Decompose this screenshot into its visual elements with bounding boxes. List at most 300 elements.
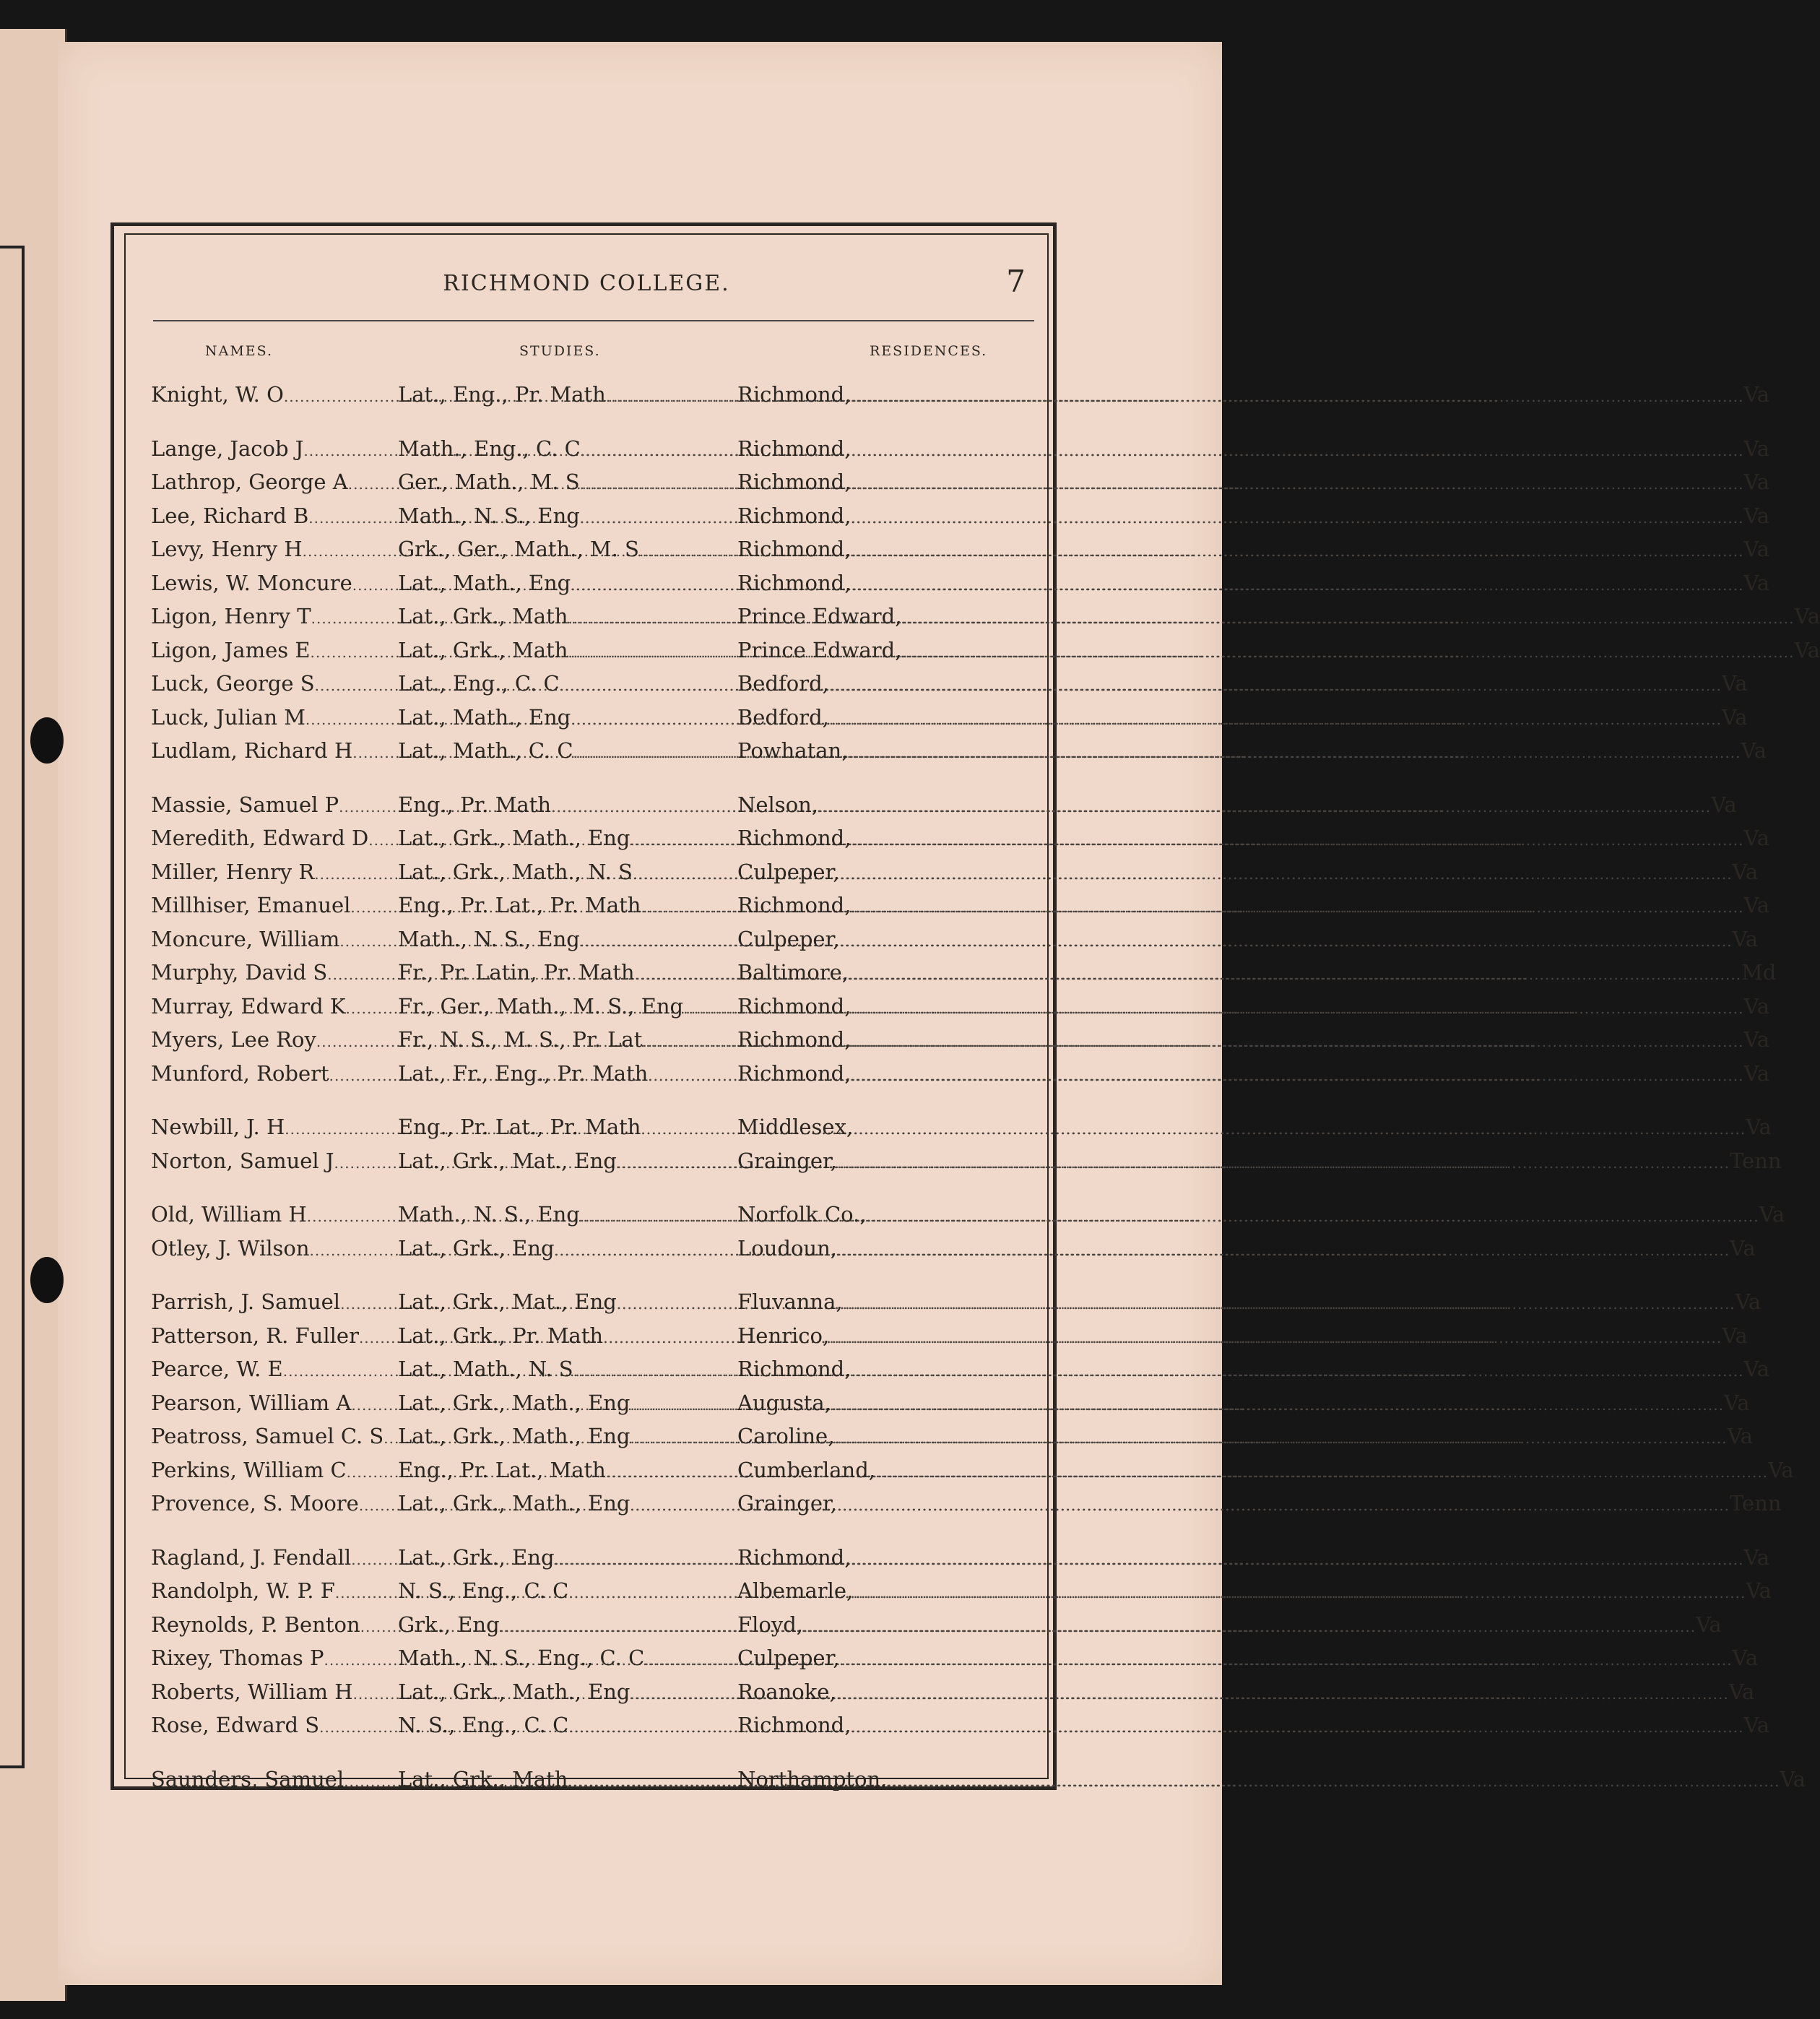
studies-cell: [398, 568, 737, 602]
student-state: Tenn: [1729, 1148, 1782, 1173]
student-studies: Lat., Math., N. S: [398, 1357, 573, 1381]
leader-dots: [580, 469, 737, 501]
residence-cell: [737, 501, 1769, 535]
name-cell: [151, 702, 398, 736]
student-entry: [151, 1320, 1748, 1354]
name-cell: [151, 1609, 398, 1643]
name-cell: [151, 1354, 398, 1388]
leader-dots: [818, 792, 1711, 823]
student-residence: Albemarle,: [737, 1578, 854, 1603]
student-entry: [151, 668, 1748, 702]
student-entry: [151, 991, 1770, 1025]
page-number: 7: [1006, 264, 1026, 299]
letter-group: [151, 790, 1777, 1092]
name-cell: [151, 379, 398, 413]
leader-dots: [335, 1578, 398, 1609]
student-entry: [151, 1542, 1770, 1576]
leader-dots: [346, 993, 398, 1025]
leader-dots: [344, 1766, 398, 1798]
studies-cell: [398, 1287, 737, 1320]
student-state: Va: [1743, 382, 1770, 407]
student-residence: Richmond,: [737, 1713, 852, 1737]
residence-cell: [737, 379, 1769, 413]
leader-dots: [347, 1457, 398, 1489]
student-residence: Norfolk Co.,: [737, 1202, 867, 1227]
student-entry: [151, 1112, 1772, 1146]
name-cell: [151, 1112, 398, 1146]
leader-dots: [359, 1490, 398, 1522]
letter-group: [151, 1287, 1794, 1522]
student-entry: [151, 1710, 1770, 1744]
leader-dots: [303, 436, 398, 467]
student-entry: [151, 890, 1770, 924]
residence-cell: [737, 534, 1769, 568]
leader-dots: [580, 926, 737, 958]
leader-dots: [803, 1612, 1696, 1643]
student-state: Va: [1746, 1578, 1772, 1603]
name-cell: [151, 433, 398, 467]
student-state: Va: [1794, 604, 1820, 628]
studies-cell: [398, 1609, 737, 1643]
student-state: Va: [1780, 1766, 1806, 1791]
student-studies: Lat., Grk., Math., Eng: [398, 1424, 630, 1448]
leader-dots: [851, 469, 1743, 501]
student-residence: Culpeper,: [737, 926, 840, 951]
leader-dots: [639, 536, 737, 568]
student-name: Pearce, W. E: [151, 1357, 283, 1381]
student-state: Va: [1743, 993, 1770, 1019]
studies-cell: [398, 790, 737, 823]
student-residence: Middlesex,: [737, 1115, 854, 1139]
leader-dots: [851, 381, 1743, 413]
student-state: Va: [1741, 738, 1767, 763]
leader-dots: [568, 1578, 737, 1609]
studies-cell: [398, 1455, 737, 1489]
leader-dots: [630, 1679, 738, 1711]
residence-cell: [737, 1575, 1772, 1609]
student-name: Ligon, Henry T: [151, 604, 311, 628]
residence-cell: [737, 601, 1820, 635]
leader-dots: [555, 1544, 737, 1576]
studies-cell: [398, 1320, 737, 1354]
student-entry: [151, 1643, 1759, 1677]
studies-cell: [398, 433, 737, 467]
student-studies: Eng., Pr. Lat., Pr. Math: [398, 893, 641, 917]
leader-dots: [849, 959, 1741, 991]
binding-hole-bottom: [30, 1257, 64, 1303]
student-state: Va: [1723, 1390, 1750, 1415]
student-name: Roberts, William H: [151, 1679, 353, 1704]
leader-dots: [851, 1544, 1743, 1576]
student-state: Va: [1735, 1289, 1762, 1314]
student-state: Va: [1794, 637, 1820, 662]
student-name: Parrish, J. Samuel: [151, 1289, 341, 1314]
student-name: Randolph, W. P. F: [151, 1578, 335, 1603]
student-residence: Prince Edward,: [737, 604, 902, 628]
student-name: Moncure, William: [151, 926, 340, 951]
name-cell: [151, 1764, 398, 1798]
name-cell: [151, 1320, 398, 1354]
residence-cell: [737, 702, 1748, 736]
student-residence: Bedford,: [737, 671, 829, 696]
leader-dots: [641, 1114, 738, 1146]
student-name: Luck, Julian M: [151, 704, 306, 730]
student-state: Va: [1743, 1544, 1770, 1570]
student-studies: N. S., Eng., C. C: [398, 1713, 569, 1737]
leader-dots: [359, 1323, 398, 1354]
student-residence: Cumberland,: [737, 1457, 875, 1482]
leader-dots: [384, 1423, 398, 1455]
studies-cell: [398, 601, 737, 635]
student-name: Ligon, James E: [151, 637, 311, 662]
student-residence: Caroline,: [737, 1424, 835, 1448]
leader-dots: [334, 1148, 398, 1180]
student-entry: [151, 467, 1770, 501]
student-residence: Richmond,: [737, 826, 852, 850]
studies-cell: [398, 1710, 737, 1744]
student-studies: Lat., Grk., Math., N. S: [398, 859, 633, 884]
student-state: Va: [1743, 1027, 1770, 1052]
student-entry: [151, 1024, 1770, 1058]
leader-dots: [306, 704, 398, 736]
student-state: Va: [1732, 1646, 1759, 1670]
residence-cell: [737, 1677, 1754, 1711]
student-studies: Eng., Pr. Math: [398, 792, 552, 817]
student-entry: [151, 1199, 1785, 1233]
student-residence: Richmond,: [737, 1544, 852, 1570]
page-title: RICHMOND COLLEGE.: [443, 271, 730, 296]
residence-cell: [737, 1058, 1769, 1092]
student-residence: Richmond,: [737, 382, 852, 407]
student-state: Va: [1696, 1612, 1722, 1637]
student-residence: Richmond,: [737, 1027, 852, 1052]
leader-dots: [603, 1323, 737, 1354]
studies-cell: [398, 1058, 737, 1092]
leader-dots: [571, 570, 737, 602]
student-studies: Lat., Math., Eng: [398, 704, 571, 730]
student-residence: Nelson,: [737, 792, 819, 817]
leader-dots: [851, 993, 1743, 1025]
leader-dots: [829, 1323, 1722, 1354]
name-cell: [151, 568, 398, 602]
leader-dots: [630, 825, 738, 857]
student-name: Newbill, J. H: [151, 1115, 285, 1139]
leader-dots: [339, 926, 398, 958]
student-state: Va: [1743, 503, 1770, 528]
name-cell: [151, 1388, 398, 1422]
studies-cell: [398, 1112, 737, 1146]
student-studies: Lat., Grk., Eng: [398, 1235, 555, 1261]
student-name: Rose, Edward S: [151, 1713, 320, 1737]
residence-cell: [737, 1320, 1748, 1354]
student-name: Provence, S. Moore: [151, 1491, 359, 1516]
residence-cell: [737, 1287, 1761, 1320]
student-residence: Baltimore,: [737, 960, 849, 985]
student-name: Miller, Henry R: [151, 859, 315, 884]
student-state: Va: [1730, 1235, 1756, 1261]
student-name: Munford, Robert: [151, 1060, 329, 1086]
student-entry: [151, 568, 1770, 602]
leader-dots: [285, 1114, 398, 1146]
name-cell: [151, 857, 398, 891]
residence-cell: [737, 568, 1769, 602]
studies-cell: [398, 467, 737, 501]
leader-dots: [829, 704, 1722, 736]
residence-cell: [737, 924, 1758, 958]
student-studies: Lat., Math., Eng: [398, 570, 571, 595]
leader-dots: [851, 1712, 1743, 1744]
leader-dots: [350, 892, 398, 924]
name-cell: [151, 735, 398, 769]
student-studies: Lat., Grk., Math: [398, 637, 568, 662]
leader-dots: [851, 536, 1743, 568]
name-cell: [151, 890, 398, 924]
student-name: Lee, Richard B: [151, 503, 309, 528]
studies-cell: [398, 924, 737, 958]
student-studies: Lat., Fr., Eng., Pr. Math: [398, 1060, 649, 1086]
name-cell: [151, 1643, 398, 1677]
student-entry: [151, 924, 1759, 958]
student-entry: [151, 1388, 1750, 1422]
leader-dots: [843, 1289, 1736, 1320]
leader-dots: [848, 738, 1741, 769]
studies-cell: [398, 1146, 737, 1180]
student-residence: Northampton,: [737, 1766, 888, 1791]
leader-dots: [324, 1645, 398, 1677]
leader-dots: [606, 381, 737, 413]
residence-cell: [737, 735, 1767, 769]
student-studies: Lat., Grk., Math., Eng: [398, 826, 630, 850]
student-entry: [151, 1421, 1754, 1455]
leader-dots: [836, 1679, 1729, 1711]
leader-dots: [648, 1060, 737, 1092]
leader-dots: [837, 1235, 1730, 1267]
student-studies: Math., N. S., Eng., C. C: [398, 1646, 645, 1670]
student-state: Va: [1743, 1060, 1770, 1086]
student-studies: Fr., Pr. Latin, Pr. Math: [398, 960, 635, 985]
leader-dots: [353, 1679, 398, 1711]
student-entry: [151, 735, 1767, 769]
student-name: Lathrop, George A: [151, 470, 348, 494]
residence-cell: [737, 1233, 1756, 1267]
student-state: Va: [1721, 671, 1748, 696]
leader-dots: [319, 1712, 398, 1744]
leader-dots: [851, 503, 1743, 535]
name-cell: [151, 991, 398, 1025]
residence-cell: [737, 1764, 1806, 1798]
name-cell: [151, 668, 398, 702]
leader-dots: [314, 859, 398, 891]
leader-dots: [867, 1201, 1759, 1233]
residence-cell: [737, 1643, 1758, 1677]
studies-cell: [398, 1764, 737, 1798]
name-cell: [151, 1455, 398, 1489]
studies-cell: [398, 702, 737, 736]
leader-dots: [568, 603, 737, 635]
leader-dots: [351, 1390, 398, 1422]
student-name: Luck, George S: [151, 671, 315, 696]
studies-cell: [398, 991, 737, 1025]
student-state: Tenn: [1729, 1491, 1782, 1516]
column-header-studies: STUDIES.: [519, 343, 601, 359]
leader-dots: [630, 1490, 738, 1522]
residence-cell: [737, 1421, 1753, 1455]
name-cell: [151, 1146, 398, 1180]
student-name: Lange, Jacob J: [151, 436, 304, 461]
student-entry: [151, 1677, 1755, 1711]
residence-cell: [737, 1710, 1769, 1744]
residence-cell: [737, 957, 1776, 991]
student-state: Va: [1743, 893, 1770, 917]
student-studies: N. S., Eng., C. C: [398, 1578, 569, 1603]
student-name: Patterson, R. Fuller: [151, 1323, 359, 1348]
leader-dots: [851, 570, 1743, 602]
leader-dots: [284, 381, 398, 413]
leader-dots: [887, 1766, 1780, 1798]
student-name: Norton, Samuel J: [151, 1148, 334, 1173]
student-state: Md: [1741, 960, 1777, 985]
residence-cell: [737, 1146, 1782, 1180]
student-state: Va: [1743, 1357, 1770, 1381]
student-state: Va: [1768, 1457, 1794, 1482]
leader-dots: [875, 1457, 1768, 1489]
leader-dots: [500, 1612, 737, 1643]
name-cell: [151, 823, 398, 857]
leader-dots: [340, 1289, 398, 1320]
student-residence: Fluvanna,: [737, 1289, 843, 1314]
leader-dots: [571, 704, 737, 736]
leader-dots: [853, 1114, 1746, 1146]
letter-group: [151, 1112, 1782, 1179]
student-residence: Henrico,: [737, 1323, 830, 1348]
student-name: Otley, J. Wilson: [151, 1235, 310, 1261]
leader-dots: [348, 469, 398, 501]
leader-dots: [555, 1235, 737, 1267]
leader-dots: [642, 1026, 737, 1058]
student-studies: Eng., Pr. Lat., Pr. Math: [398, 1115, 641, 1139]
student-residence: Augusta,: [737, 1390, 831, 1415]
studies-cell: [398, 379, 737, 413]
student-entry: [151, 1488, 1782, 1522]
student-state: Va: [1732, 859, 1759, 884]
student-name: Peatross, Samuel C. S: [151, 1424, 384, 1448]
studies-cell: [398, 1233, 737, 1267]
student-entry: [151, 501, 1770, 535]
student-name: Myers, Lee Roy: [151, 1027, 316, 1052]
name-cell: [151, 1287, 398, 1320]
student-state: Va: [1743, 570, 1770, 595]
student-entry: [151, 1233, 1756, 1267]
leader-dots: [853, 1578, 1746, 1609]
student-studies: Lat., Grk., Math., Eng: [398, 1491, 630, 1516]
student-residence: Richmond,: [737, 1357, 852, 1381]
studies-cell: [398, 1677, 737, 1711]
letter-group: [151, 1199, 1785, 1266]
name-cell: [151, 1199, 398, 1233]
student-name: Reynolds, P. Benton: [151, 1612, 360, 1637]
student-studies: Lat., Grk., Math., Eng: [398, 1679, 630, 1704]
student-residence: Richmond,: [737, 993, 852, 1019]
leader-dots: [635, 959, 737, 991]
studies-cell: [398, 1388, 737, 1422]
binding-hole-top: [30, 717, 64, 764]
studies-cell: [398, 1575, 737, 1609]
leader-dots: [633, 859, 737, 891]
student-name: Perkins, William C: [151, 1457, 347, 1482]
page-header: [126, 259, 1047, 310]
student-name: Millhiser, Emanuel: [151, 893, 351, 917]
student-residence: Richmond,: [737, 470, 852, 494]
residence-cell: [737, 890, 1769, 924]
leader-dots: [851, 1026, 1743, 1058]
leader-dots: [352, 570, 398, 602]
student-state: Va: [1721, 704, 1748, 730]
student-state: Va: [1743, 436, 1770, 461]
student-name: Ludlam, Richard H: [151, 738, 353, 763]
student-studies: Lat., Math., C. C: [398, 738, 573, 763]
leader-dots: [339, 792, 398, 823]
leader-dots: [617, 1148, 737, 1180]
leader-dots: [311, 603, 398, 635]
leader-dots: [831, 1390, 1724, 1422]
student-residence: Richmond,: [737, 570, 852, 595]
studies-cell: [398, 957, 737, 991]
leader-dots: [315, 670, 398, 702]
student-studies: Grk., Ger., Math., M. S: [398, 537, 639, 561]
name-cell: [151, 1058, 398, 1092]
student-state: Va: [1727, 1424, 1754, 1448]
student-studies: Math., N. S., Eng: [398, 503, 580, 528]
residence-cell: [737, 991, 1769, 1025]
leader-dots: [840, 1645, 1733, 1677]
student-residence: Grainger,: [737, 1148, 837, 1173]
studies-cell: [398, 635, 737, 669]
residence-cell: [737, 1199, 1785, 1233]
leader-dots: [901, 637, 1794, 669]
student-residence: Roanoke,: [737, 1679, 836, 1704]
name-cell: [151, 1488, 398, 1522]
student-list: [151, 379, 1820, 1817]
student-studies: Fr., Ger., Math., M. S., Eng: [398, 993, 684, 1019]
leader-dots: [617, 1289, 737, 1320]
student-entry: [151, 1354, 1770, 1388]
student-entry: [151, 1287, 1762, 1320]
studies-cell: [398, 735, 737, 769]
student-studies: Lat., Grk., Math: [398, 1766, 568, 1791]
letter-group: [151, 379, 1770, 413]
name-cell: [151, 924, 398, 958]
leader-dots: [327, 959, 398, 991]
studies-cell: [398, 1024, 737, 1058]
student-entry: [151, 379, 1770, 413]
leader-dots: [307, 1201, 398, 1233]
leader-dots: [283, 1356, 398, 1388]
leader-dots: [901, 603, 1794, 635]
column-header-names: NAMES.: [205, 343, 274, 359]
leader-dots: [308, 503, 398, 535]
leader-dots: [630, 1423, 738, 1455]
leader-dots: [851, 436, 1743, 467]
residence-cell: [737, 857, 1758, 891]
name-cell: [151, 790, 398, 823]
student-residence: Grainger,: [737, 1491, 837, 1516]
leader-dots: [851, 892, 1743, 924]
studies-cell: [398, 1421, 737, 1455]
residence-cell: [737, 1024, 1769, 1058]
student-residence: Richmond,: [737, 537, 852, 561]
studies-cell: [398, 534, 737, 568]
student-residence: Loudoun,: [737, 1235, 837, 1261]
